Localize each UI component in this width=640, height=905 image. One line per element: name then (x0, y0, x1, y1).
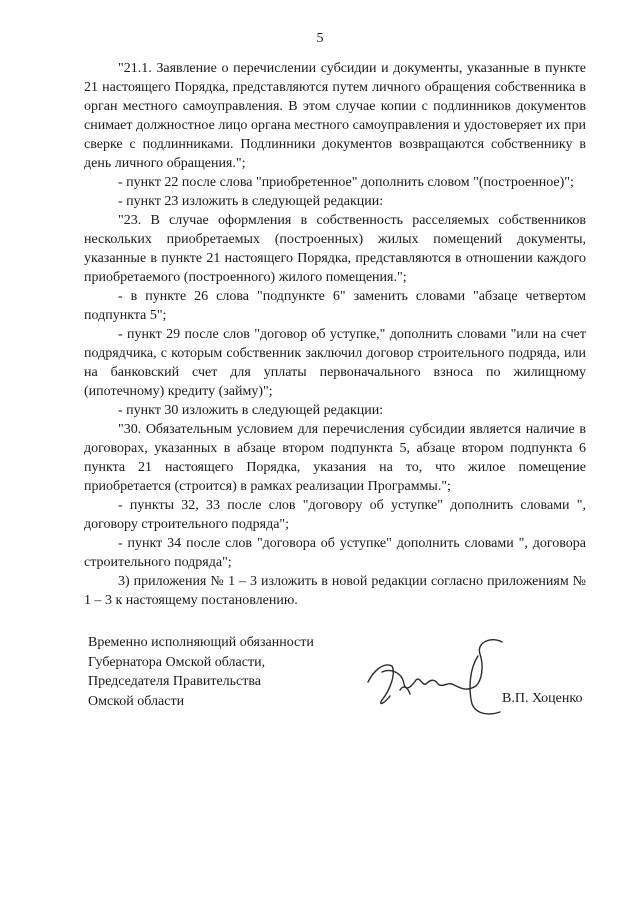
signatory-line: Губернатора Омской области, (88, 654, 266, 670)
paragraph-21-1: "21.1. Заявление о перечислении субсидии и документы, указанные в пункте 21 настоящего Порядка, представляются путем личного обращения собственника в орган местного самоуправления. В этом случае копии с подлинников документов снимает должностное лицо органа местного самоуправления и удостоверяет их при сверке с подлинниками. Подлинники документов возвращаются собственнику в день личного обращения."; (84, 61, 586, 171)
paragraph-item-34: - пункт 34 после слов "договора об уступке" дополнить словами ", договора строительного подряда"; (84, 536, 586, 570)
signatory-title (88, 633, 388, 711)
signatory-line: Временно исполняющий обязанности (88, 635, 314, 650)
paragraph-item-26: - в пункте 26 слова "подпункте 6" заменить словами "абзаце четвертом подпункта 5"; (84, 289, 586, 323)
handwritten-signature (360, 632, 510, 722)
paragraph-item-23-intro: - пункт 23 изложить в следующей редакции: (118, 194, 384, 209)
paragraph-30: "30. Обязательным условием для перечисления субсидии является наличие в договорах, указанных в абзаце втором подпункта 5, абзаце втором подпункта 6 пункта 21 настоящего Порядка, указания на то, что жилое помещение приобретается (строится) в рамках реализации Программы."; (84, 422, 586, 494)
signatory-name: В.П. Хоценко (502, 691, 583, 706)
document-body (84, 59, 586, 610)
paragraph-items-32-33: - пункты 32, 33 после слов "договору об уступке" дополнить словами ", договору строительного подряда"; (84, 498, 586, 532)
paragraph-item-29: - пункт 29 после слов "договор об уступке," дополнить словами "или на счет подрядчика, с которым собственник заключил договор строительного подряда, или на банковский счет для уплаты первоначального взноса по жилищному (ипотечному) кредиту (займу)"; (84, 327, 586, 399)
paragraph-item-30-intro: - пункт 30 изложить в следующей редакции: (118, 403, 384, 418)
signatory-line: Председателя Правительства (88, 674, 262, 689)
paragraph-item-22: - пункт 22 после слова "приобретенное" дополнить словом "(построенное)"; (118, 175, 574, 190)
signatory-line: Омской области (88, 693, 185, 709)
paragraph-appendices: 3) приложения № 1 – 3 изложить в новой редакции согласно приложениям № 1 – 3 к настоящему постановлению. (84, 574, 586, 608)
page-number: 5 (316, 31, 324, 46)
paragraph-23: "23. В случае оформления в собственность расселяемых собственников нескольких приобретаемых (построенных) жилых помещений документы, указанные в пункте 21 настоящего Порядка, представляются в отношении каждого приобретаемого (построенного) жилого помещения."; (84, 213, 586, 285)
